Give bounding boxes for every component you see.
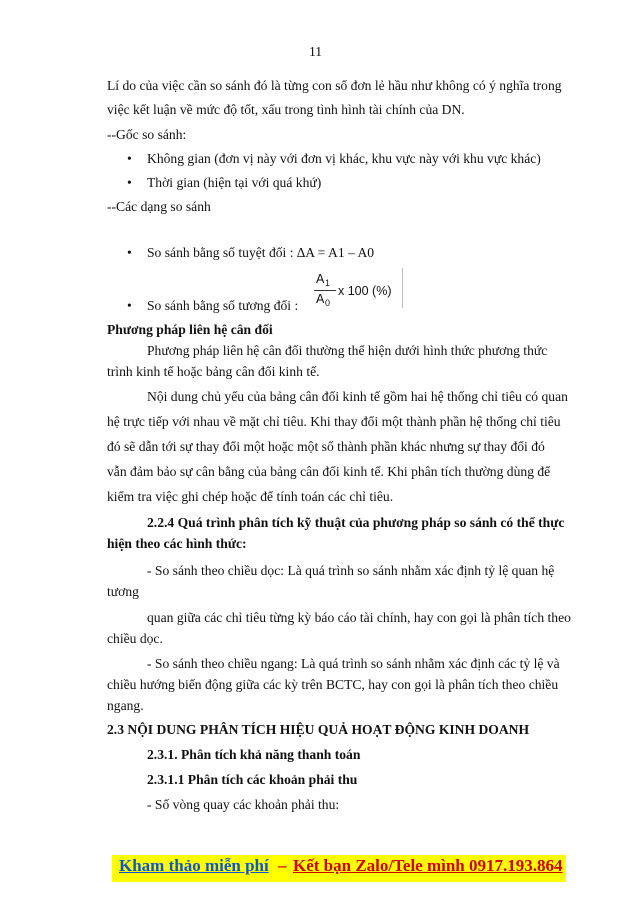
- subsection-heading: 2.3.1.1 Phân tích các khoản phải thu: [147, 772, 358, 787]
- bullet-dot: •: [127, 298, 132, 313]
- subsection-heading: 2.3.1. Phân tích khả năng thanh toán: [147, 747, 361, 762]
- text-line: --Các dạng so sánh: [107, 199, 211, 214]
- bullet-dot: •: [127, 175, 132, 190]
- text-line: đó sẽ dẫn tới sự thay đổi một hoặc một số thành phần khác nhưng sự thay đổi đó: [107, 439, 545, 454]
- footer-contact-link[interactable]: Kết bạn Zalo/Tele mình 0917.193.864: [293, 856, 563, 875]
- text-line: kiểm tra việc ghi chép hoặc để tính toán các chỉ tiêu.: [107, 489, 394, 504]
- denominator: A: [316, 292, 325, 306]
- text-line: quan giữa các chỉ tiêu từng kỳ báo cáo tài chính, hay con gọi là phân tích theo: [147, 610, 571, 625]
- formula-fraction: [312, 272, 404, 312]
- bullet-dot: •: [127, 245, 132, 260]
- text-line: chiều dọc.: [107, 631, 163, 646]
- footer-link[interactable]: Kham thảo miễn phí: [119, 856, 269, 875]
- text-line: Phương pháp liên hệ cân đối thường thể hiện dưới hình thức phương thức: [147, 343, 548, 358]
- fraction-bar: [314, 290, 336, 291]
- bullet-item: Thời gian (hiện tại với quá khứ): [147, 175, 322, 190]
- text-line: ngang.: [107, 698, 144, 713]
- bullet-item: Không gian (đơn vị này với đơn vị khác, khu vực này với khu vực khác): [147, 151, 541, 166]
- section-heading: hiện theo các hình thức:: [107, 536, 247, 551]
- footer-dash: –: [278, 856, 287, 875]
- text-line: Nội dung chủ yếu của bảng cân đối kinh tế gồm hai hệ thống chỉ tiêu có quan: [147, 389, 568, 404]
- text-line: vẫn đảm bảo sự cân bằng của bảng cân đối kinh tế. Khi phân tích thường dùng để: [107, 464, 551, 479]
- text-line: --Gốc so sánh:: [107, 127, 187, 142]
- text-line: chiều hướng biến động giữa các kỳ trên BCTC, hay con gọi là phân tích theo chiều: [107, 677, 559, 692]
- numerator: A: [316, 272, 325, 286]
- numerator-sub: 1: [325, 278, 331, 288]
- text-line: - So sánh theo chiều dọc: Là quá trình so sánh nhằm xác định tỷ lệ quan hệ: [147, 563, 555, 578]
- section-heading: 2.3 NỘI DUNG PHÂN TÍCH HIỆU QUẢ HOẠT ĐỘNG KINH DOANH: [107, 722, 530, 737]
- text-line: - Số vòng quay các khoản phải thu:: [147, 797, 340, 812]
- text-line: hệ trực tiếp với nhau về mặt chỉ tiêu. Khi thay đổi một thành phần hệ thống chỉ tiêu: [107, 414, 561, 429]
- bullet-item: So sánh bằng số tuyệt đối : ∆A = A1 – A0: [147, 245, 375, 260]
- formula-frame-line: [402, 268, 403, 308]
- text-line: việc kết luận về mức độ tốt, xấu trong tình hình tài chính của DN.: [107, 102, 465, 117]
- text-line: tương: [107, 584, 139, 599]
- text-line: trình kinh tế hoặc bảng cân đối kinh tế.: [107, 364, 320, 379]
- text-line: Lí do của việc cần so sánh đó là từng con số đơn lẻ hầu như không có ý nghĩa trong: [107, 78, 562, 93]
- bullet-dot: •: [127, 151, 132, 166]
- text-line: - So sánh theo chiều ngang: Là quá trình so sánh nhằm xác định các tỷ lệ và: [147, 656, 560, 671]
- page-number: 11: [309, 44, 323, 59]
- section-heading: 2.2.4 Quá trình phân tích kỹ thuật của phương pháp so sánh có thể thực: [147, 515, 565, 530]
- formula-suffix: x 100 (%): [338, 284, 392, 298]
- section-heading: Phương pháp liên hệ cân đối: [107, 322, 273, 337]
- denominator-sub: 0: [325, 298, 331, 308]
- bullet-item: So sánh bằng số tương đối :: [147, 298, 299, 313]
